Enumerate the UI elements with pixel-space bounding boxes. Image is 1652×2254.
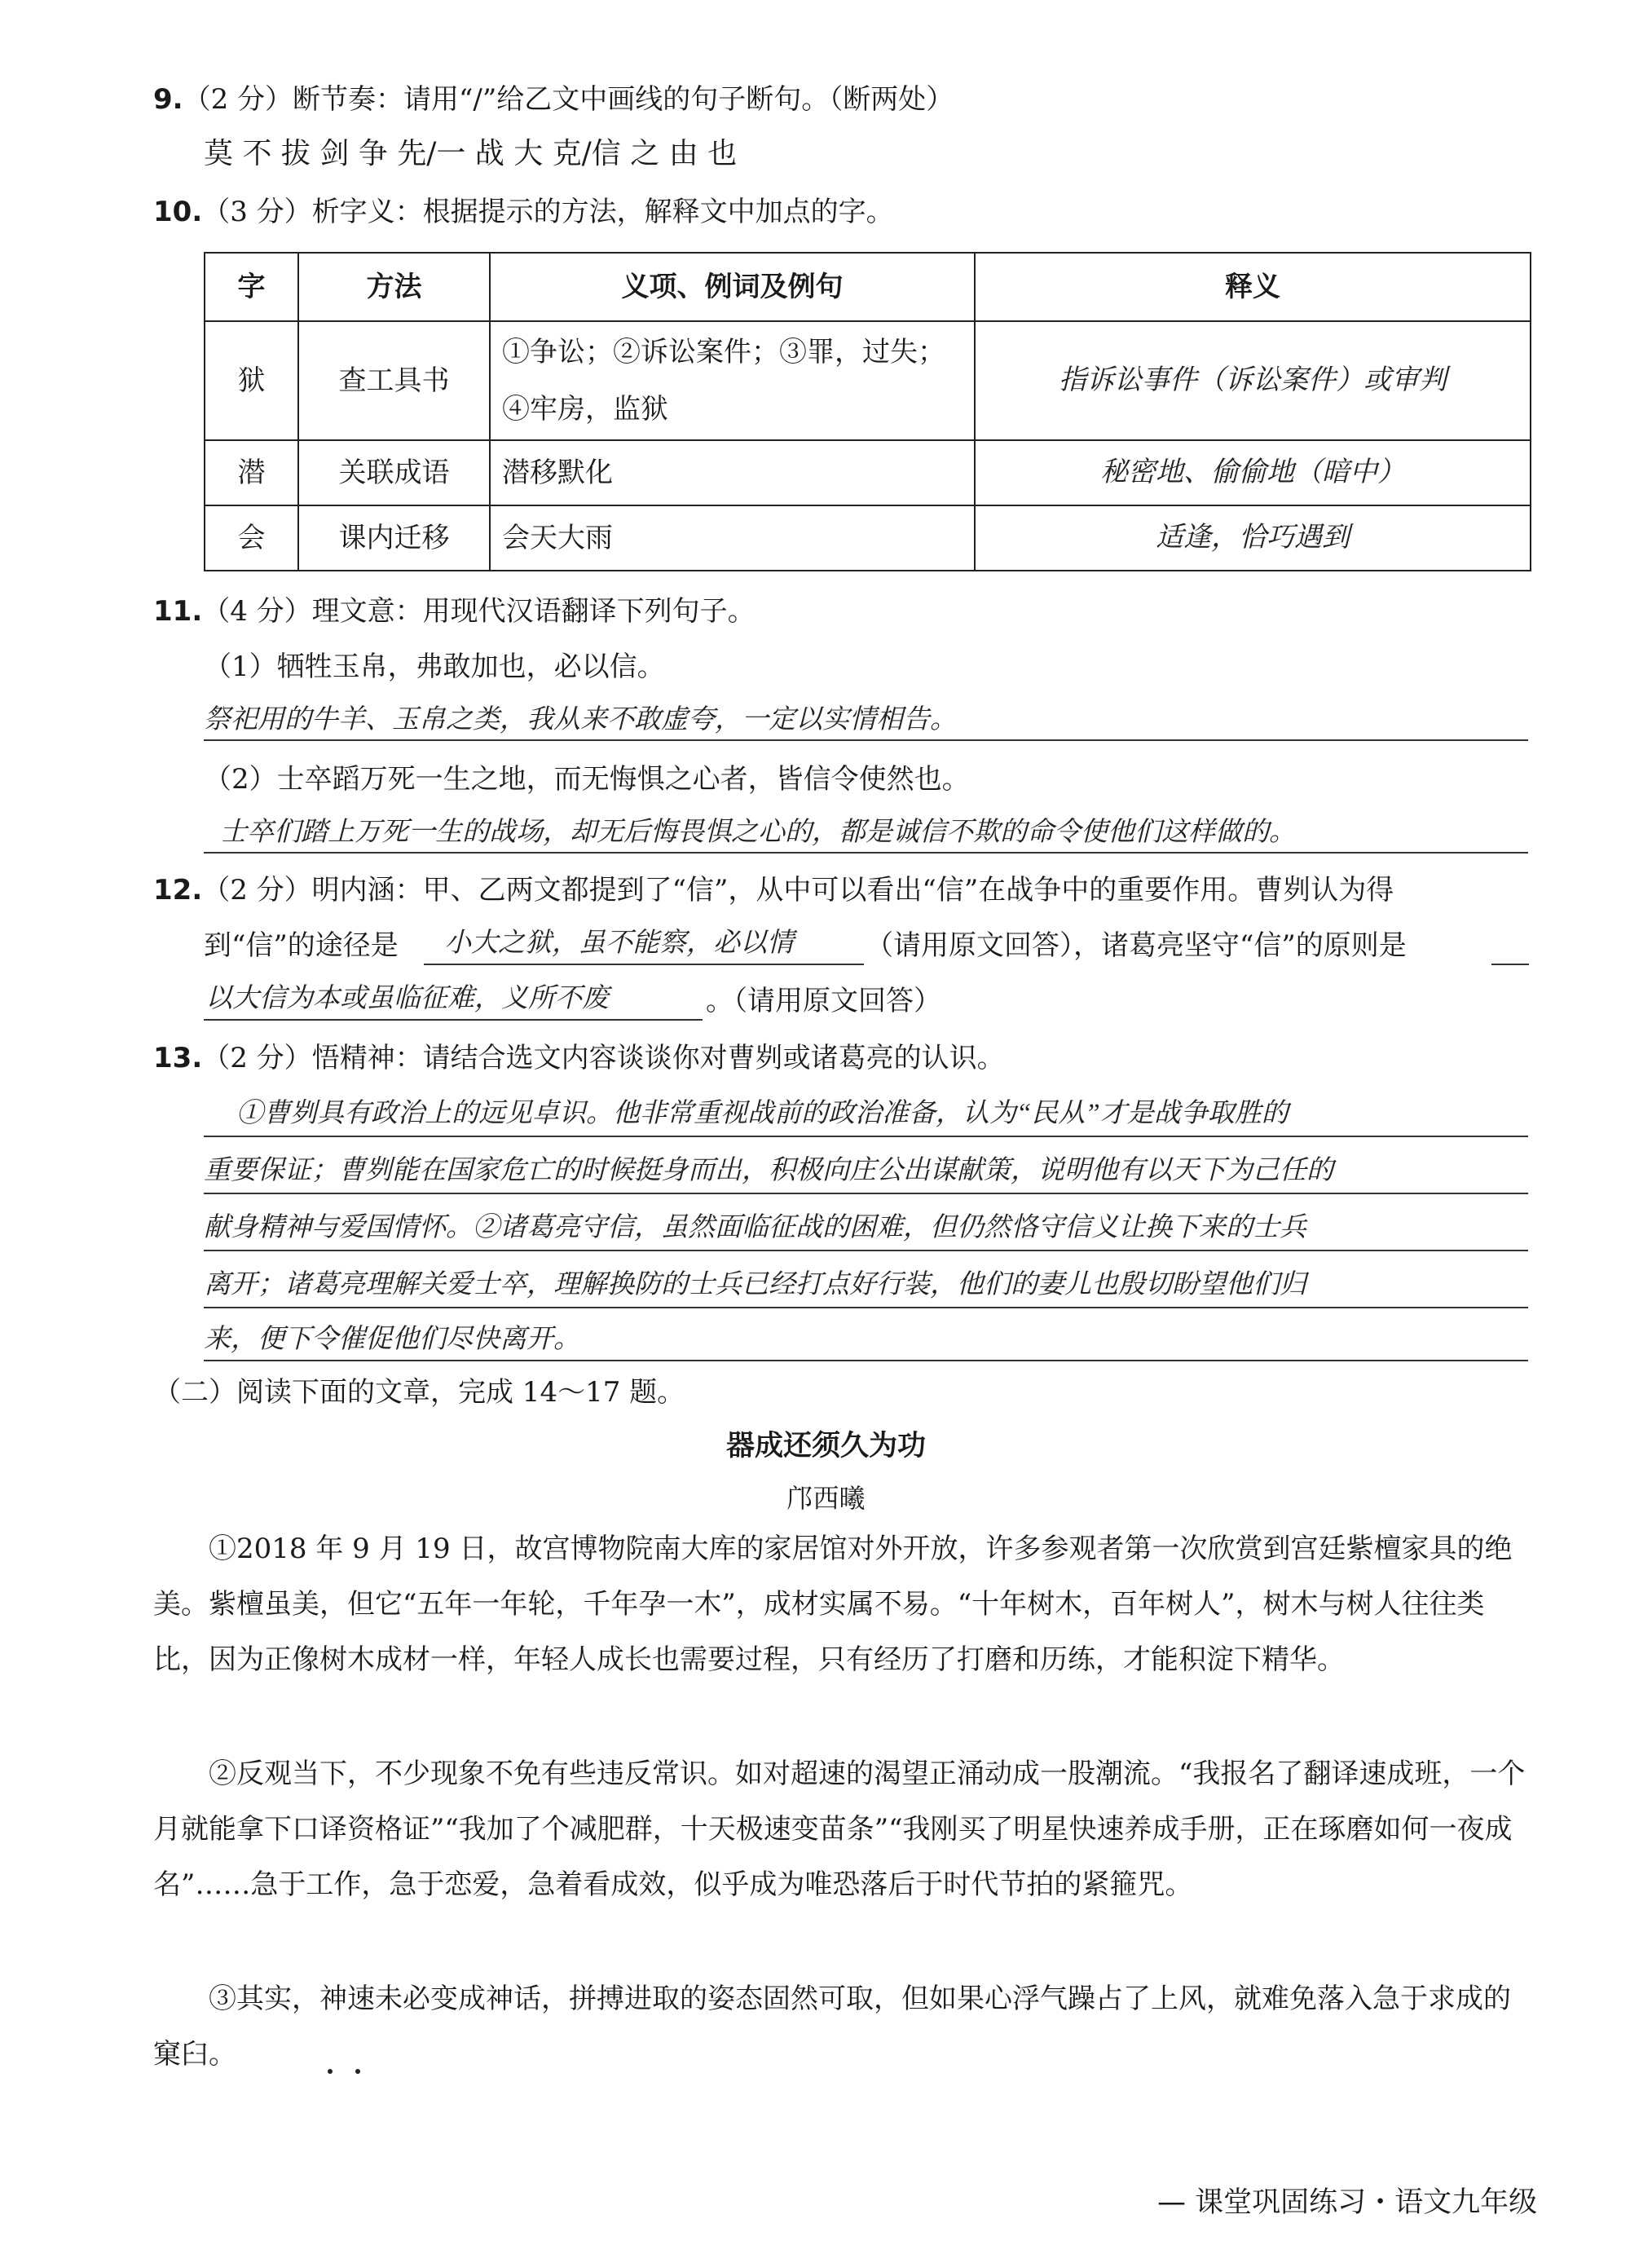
q10-stem bbox=[153, 194, 894, 230]
q13-answer-line-handwritten: ①曹刿具有政治上的远见卓识。他非常重视战前的政治准备，认为“民从”才是战争取胜的 bbox=[236, 1099, 1289, 1128]
q11-number: 11. bbox=[153, 595, 203, 628]
q12-blank-1-handwritten: 小大之狱，虽不能察，必以情 bbox=[444, 929, 794, 958]
header-senses: 义项、例词及例句 bbox=[490, 253, 975, 321]
row-senses: 潜移默化 bbox=[490, 440, 975, 505]
header-method: 方法 bbox=[298, 253, 490, 321]
header-char: 字 bbox=[205, 253, 298, 321]
q13-answer-line-handwritten: 离开；诸葛亮理解关爱士卒，理解换防的士兵已经打点好行装，他们的妻儿也殷切盼望他们归 bbox=[204, 1270, 1306, 1299]
q11-answer-2-handwritten: 士卒们踏上万死一生的战场，却无后悔畏惧之心的，都是诚信不欺的命令使他们这样做的。 bbox=[220, 818, 1296, 847]
header-meaning: 释义 bbox=[975, 253, 1531, 321]
row-method: 课内迁移 bbox=[298, 505, 490, 571]
row-senses-line: ①争讼；②诉讼案件；③罪，过失； bbox=[502, 336, 945, 368]
q9-number: 9. bbox=[153, 83, 183, 116]
q13-stem bbox=[153, 1040, 1005, 1076]
table-row bbox=[205, 505, 1531, 571]
table-row bbox=[205, 321, 1531, 440]
q11-stem-text: （4 分）理文意：用现代汉语翻译下列句子。 bbox=[202, 595, 756, 628]
definition-table bbox=[204, 252, 1531, 571]
emphasis-dot bbox=[355, 2069, 360, 2074]
emphasis-dot bbox=[328, 2069, 333, 2074]
q12-suffix: 。（请用原文回答） bbox=[706, 985, 941, 1017]
answer-line bbox=[204, 1136, 1528, 1137]
blank-underline bbox=[424, 964, 864, 965]
q13-stem-text: （2 分）悟精神：请结合选文内容谈谈你对曹刿或诸葛亮的认识。 bbox=[202, 1042, 1005, 1074]
row-senses-line: ④牢房，监狱 bbox=[502, 393, 668, 426]
answer-line bbox=[204, 739, 1528, 741]
answer-line bbox=[204, 1250, 1528, 1251]
q9-stem bbox=[153, 82, 954, 117]
q13-answer-line-handwritten: 献身精神与爱国情怀。②诸葛亮守信，虽然面临征战的困难，但仍然恪守信义让换下来的士兵 bbox=[204, 1213, 1306, 1242]
answer-line bbox=[204, 852, 1528, 854]
q12-stem bbox=[153, 872, 1394, 908]
q11-answer-1-handwritten: 祭祀用的牛羊、玉帛之类，我从来不敢虚夸，一定以实情相告。 bbox=[204, 705, 957, 734]
section2-intro: （二）阅读下面的文章，完成 14～17 题。 bbox=[153, 1376, 685, 1409]
q11-sentence-1: （1）牺牲玉帛，弗敢加也，必以信。 bbox=[204, 651, 665, 683]
row-meaning-handwritten: 适逢，恰巧遇到 bbox=[975, 505, 1531, 571]
row-char: 会 bbox=[205, 505, 298, 571]
table-header-row bbox=[205, 253, 1531, 321]
answer-line bbox=[204, 1360, 1528, 1361]
q12-blank-2-handwritten: 以大信为本或虽临征难，义所不废 bbox=[205, 984, 609, 1013]
article-paragraph-1: ①2018 年 9 月 19 日，故宫博物院南大库的家居馆对外开放，许多参观者第一次欣赏到宫廷紫檀家具的绝美。紫檀虽美，但它“五年一年轮，千年孕一木”，成材实属不易。“十年树木，百年树人”，树木与树人往往类比，因为正像树木成材一样，年轻人成长也需要过程，只有经历了打磨和历练，才能积淀下精华。 bbox=[153, 1533, 1513, 1676]
row-meaning-handwritten: 指诉讼事件（诉讼案件）或审判 bbox=[975, 321, 1531, 440]
table-row bbox=[205, 440, 1531, 505]
q9-answer: 莫 不 拔 剑 争 先/一 战 大 克/信 之 由 也 bbox=[204, 137, 738, 170]
row-senses: 会天大雨 bbox=[490, 505, 975, 571]
answer-line bbox=[204, 1307, 1528, 1308]
q13-answer-line-handwritten: 重要保证；曹刿能在国家危亡的时候挺身而出，积极向庄公出谋献策，说明他有以天下为己任的 bbox=[204, 1156, 1333, 1185]
page-footer: — 课堂巩固练习・语文九年级 bbox=[1157, 2186, 1538, 2219]
q11-sentence-2: （2）士卒蹈万死一生之地，而无悔惧之心者，皆信令使然也。 bbox=[204, 763, 970, 796]
q11-stem bbox=[153, 593, 756, 629]
row-char: 潜 bbox=[205, 440, 298, 505]
article-paragraph-3: ③其实，神速未必变成神话，拼搏进取的姿态固然可取，但如果心浮气躁占了上风，就难免落入急于求成的窠臼。 bbox=[153, 1983, 1511, 2071]
blank-underline bbox=[204, 1019, 703, 1021]
q12-prefix: 到“信”的途径是 bbox=[204, 929, 399, 962]
row-meaning-handwritten: 秘密地、偷偷地（暗中） bbox=[975, 440, 1531, 505]
row-method: 关联成语 bbox=[298, 440, 490, 505]
q9-stem-text: （2 分）断节奏：请用“/”给乙文中画线的句子断句。（断两处） bbox=[183, 83, 954, 116]
q12-stem-line1: （2 分）明内涵：甲、乙两文都提到了“信”，从中可以看出“信”在战争中的重要作用。曹刿认为得 bbox=[202, 874, 1394, 906]
q13-answer-line-handwritten: 来，便下令催促他们尽快离开。 bbox=[204, 1325, 580, 1354]
row-char: 狱 bbox=[205, 321, 298, 440]
q13-number: 13. bbox=[153, 1042, 203, 1074]
q10-number: 10. bbox=[153, 196, 203, 228]
article-author: 邝西曦 bbox=[786, 1483, 866, 1514]
article-title: 器成还须久为功 bbox=[725, 1430, 926, 1462]
blank-underline bbox=[1491, 964, 1529, 965]
article-paragraph-2: ②反观当下，不少现象不免有些违反常识。如对超速的渴望正涌动成一股潮流。“我报名了翻译速成班，一个月就能拿下口译资格证”“我加了个减肥群，十天极速变苗条”“我刚买了明星快速养成手册，正在琢磨如何一夜成名”……急于工作，急于恋爱，急着看成效，似乎成为唯恐落后于时代节拍的紧箍咒。 bbox=[153, 1758, 1526, 1901]
row-senses bbox=[490, 321, 975, 440]
answer-line bbox=[204, 1193, 1528, 1194]
q10-stem-text: （3 分）析字义：根据提示的方法，解释文中加点的字。 bbox=[202, 196, 894, 228]
q12-number: 12. bbox=[153, 874, 203, 906]
row-method: 查工具书 bbox=[298, 321, 490, 440]
q12-middle: （请用原文回答），诸葛亮坚守“信”的原则是 bbox=[866, 929, 1407, 962]
